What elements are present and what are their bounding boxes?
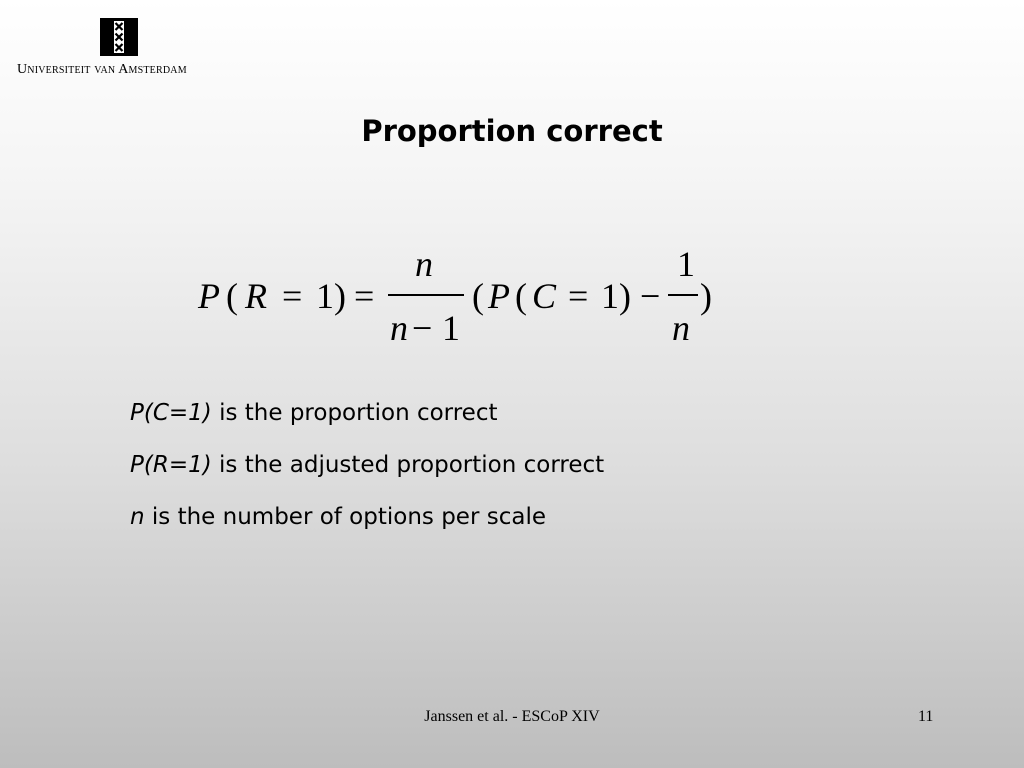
formula-close2: ) — [700, 276, 712, 316]
definition-pc — [130, 400, 604, 452]
fraction2-numerator: 1 — [677, 244, 695, 284]
formula-eq2: = — [354, 276, 375, 316]
formula — [198, 244, 738, 348]
fraction-denominator-minus: − — [412, 308, 433, 348]
definition-term: P(R=1) — [130, 452, 212, 478]
definition-text: is the proportion correct — [211, 400, 498, 426]
institution-name: Universiteit van Amsterdam — [17, 62, 187, 77]
formula-r: R — [245, 276, 267, 316]
fraction-numerator: n — [415, 244, 433, 284]
formula-c: C — [532, 276, 557, 316]
fraction-denominator-one: 1 — [442, 308, 460, 348]
formula-p1: P — [198, 276, 220, 316]
formula-p2: P — [488, 276, 510, 316]
formula-one1: 1 — [316, 276, 334, 316]
definition-term: n — [130, 504, 145, 530]
slide-title: Proportion correct — [361, 114, 663, 148]
uva-logo — [100, 18, 138, 56]
formula-one2: 1 — [601, 276, 619, 316]
formula-eq3: = — [568, 276, 589, 316]
formula-open3: ( — [515, 276, 527, 316]
definition-text: is the number of options per scale — [144, 504, 546, 530]
formula-minus: − — [640, 276, 661, 316]
definitions-list — [130, 400, 604, 556]
formula-open2: ( — [472, 276, 484, 316]
definition-n — [130, 504, 604, 556]
definition-text: is the adjusted proportion correct — [211, 452, 605, 478]
uva-crest-icon — [100, 18, 138, 56]
formula-close1: ) — [334, 276, 346, 316]
page-number: 11 — [918, 708, 934, 725]
definition-term: P(C=1) — [130, 400, 212, 426]
fraction2-denominator: n — [672, 308, 690, 348]
fraction-bar — [388, 294, 464, 296]
fraction2-bar — [668, 294, 698, 296]
footer-citation: Janssen et al. - ESCoP XIV — [424, 708, 600, 725]
fraction-denominator-n: n — [390, 308, 408, 348]
formula-close3: ) — [619, 276, 631, 316]
formula-eq1: = — [282, 276, 303, 316]
definition-pr — [130, 452, 604, 504]
formula-open1: ( — [226, 276, 238, 316]
